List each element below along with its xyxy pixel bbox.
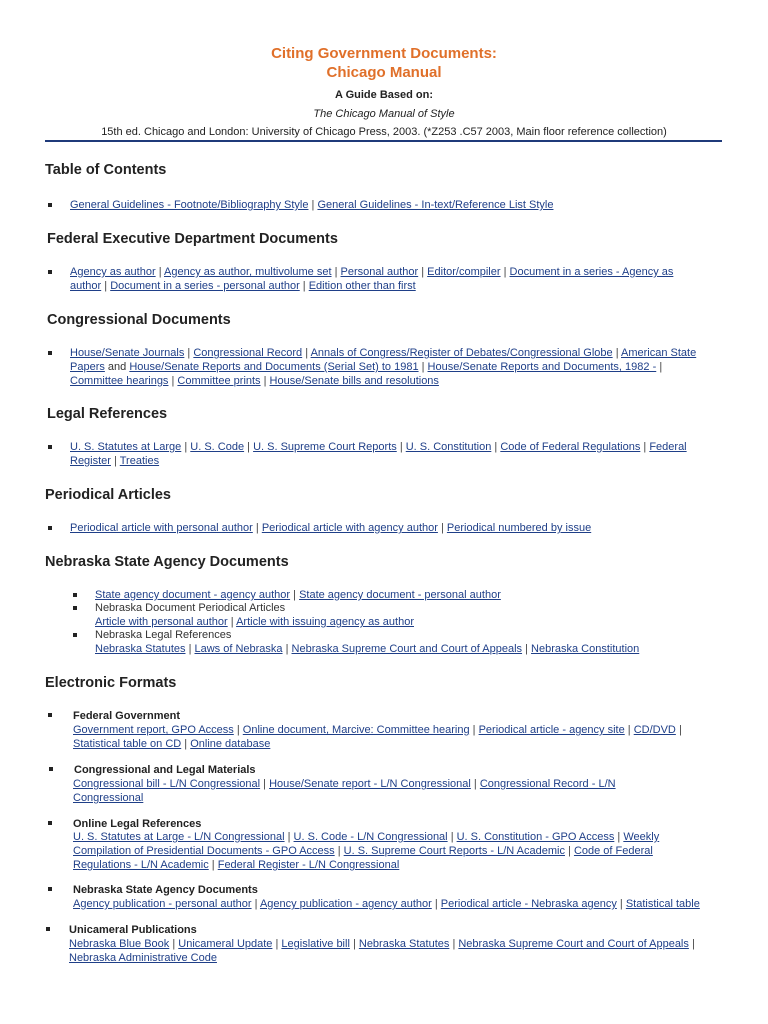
link-house-senate-journals[interactable]: House/Senate Journals (70, 347, 185, 359)
link-document-series-personal[interactable]: Document in a series - personal author (110, 280, 300, 292)
bullet (73, 593, 77, 597)
congressional-links-line1 (70, 347, 696, 361)
link-us-constitution-gpo[interactable]: U. S. Constitution - GPO Access (456, 831, 615, 843)
electronic-nebraska-line1 (73, 898, 700, 912)
congressional-links-line2 (70, 361, 662, 375)
link-government-report-gpo[interactable]: Government report, GPO Access (73, 724, 234, 736)
link-nebraska-constitution[interactable]: Nebraska Constitution (531, 643, 640, 655)
separator: | (627, 724, 631, 736)
electronic-online-legal-line1 (73, 831, 659, 845)
bullet (73, 633, 77, 637)
separator: | (184, 738, 188, 750)
legal-links-line1 (70, 441, 687, 455)
separator: | (617, 831, 621, 843)
congressional-links-line3 (70, 375, 439, 389)
nebraska-legal-heading: Nebraska Legal References (95, 629, 232, 641)
federal-links-line2 (70, 280, 416, 294)
link-weekly-compilation[interactable]: Weekly (623, 831, 660, 843)
link-cfr-ln-cont[interactable]: Regulations - L/N Academic (73, 859, 209, 871)
link-online-database[interactable]: Online database (190, 738, 271, 750)
header-divider (45, 140, 722, 142)
separator: | (211, 859, 215, 871)
link-state-agency-agency-author[interactable]: State agency document - agency author (95, 589, 291, 601)
legal-links-line2 (70, 455, 159, 469)
separator: | (311, 199, 315, 211)
link-unicameral-update[interactable]: Unicameral Update (178, 938, 273, 950)
link-in-text-reference[interactable]: General Guidelines - In-text/Reference List Style (317, 199, 554, 211)
federal-government-heading: Federal Government (73, 710, 180, 722)
link-federal-register[interactable]: Federal (649, 441, 687, 453)
bullet (73, 606, 77, 610)
electronic-congressional-line1 (73, 778, 616, 792)
link-document-series-agency[interactable]: Document in a series - Agency as (509, 266, 674, 278)
bullet (48, 526, 52, 530)
separator: | (450, 831, 454, 843)
separator: | (236, 724, 240, 736)
separator: | (172, 938, 176, 950)
bullet (48, 270, 52, 274)
separator: | (421, 361, 425, 373)
link-reports-documents-1982[interactable]: House/Senate Reports and Documents, 1982 - (427, 361, 657, 373)
separator: | (337, 845, 341, 857)
nebraska-links-line1 (95, 589, 501, 603)
heading-congressional: Congressional Documents (47, 312, 231, 328)
link-us-supreme-court-reports[interactable]: U. S. Supreme Court Reports (253, 441, 397, 453)
separator: | (184, 441, 188, 453)
toc-links (70, 199, 553, 213)
nebraska-links-line2 (95, 616, 414, 630)
link-committee-prints[interactable]: Committee prints (177, 375, 261, 387)
electronic-unicameral-line1 (69, 938, 695, 952)
periodical-links (70, 522, 591, 536)
separator: | (525, 643, 528, 655)
title-line-2: Chicago Manual (326, 64, 442, 81)
link-house-senate-report-ln[interactable]: House/Senate report - L/N Congressional (269, 778, 471, 790)
link-annals-of-congress[interactable]: Annals of Congress/Register of Debates/Congressional Globe (310, 347, 613, 359)
link-american-state-papers-cont[interactable]: Papers (70, 361, 105, 373)
separator: | (352, 938, 356, 950)
separator: | (287, 831, 291, 843)
bullet (48, 351, 52, 355)
bullet (48, 713, 52, 717)
link-personal-author[interactable]: Personal author (340, 266, 419, 278)
link-us-statutes-ln[interactable]: U. S. Statutes at Large - L/N Congressional (73, 831, 285, 843)
separator: | (230, 616, 234, 628)
separator: | (187, 347, 191, 359)
separator: | (440, 522, 444, 534)
link-nebraska-statutes[interactable]: Nebraska Statutes (95, 643, 186, 655)
link-agency-as-author[interactable]: Agency as author (70, 266, 156, 278)
separator: | (472, 724, 476, 736)
link-cd-dvd[interactable]: CD/DVD (633, 724, 676, 736)
link-article-personal-author[interactable]: Article with personal author (95, 616, 228, 628)
book-title: The Chicago Manual of Style (313, 108, 455, 120)
separator: | (293, 589, 296, 601)
link-document-series-agency-cont[interactable]: author (70, 280, 102, 292)
link-us-code-ln[interactable]: U. S. Code - L/N Congressional (293, 831, 448, 843)
separator: | (494, 441, 498, 453)
heading-legal-references: Legal References (47, 406, 168, 422)
separator: | (263, 375, 267, 387)
heading-nebraska-state-agency: Nebraska State Agency Documents (45, 554, 289, 570)
separator: | (659, 361, 663, 373)
link-american-state-papers[interactable]: American State (621, 347, 697, 359)
link-nebraska-statutes-uni[interactable]: Nebraska Statutes (358, 938, 450, 950)
link-edition-other-than-first[interactable]: Edition other than first (308, 280, 416, 292)
bullet (48, 887, 52, 891)
link-periodical-nebraska-agency[interactable]: Periodical article - Nebraska agency (440, 898, 617, 910)
link-agency-multivolume[interactable]: Agency as author, multivolume set (164, 266, 332, 278)
link-editor-compiler[interactable]: Editor/compiler (427, 266, 501, 278)
electronic-unicameral-line2 (69, 952, 217, 966)
separator: | (399, 441, 403, 453)
link-us-statutes-at-large[interactable]: U. S. Statutes at Large (70, 441, 182, 453)
separator: | (434, 898, 438, 910)
separator: | (568, 845, 571, 857)
heading-electronic-formats: Electronic Formats (45, 675, 177, 691)
bullet (46, 927, 50, 931)
link-congressional-record-ln[interactable]: Congressional Record - L/N (479, 778, 616, 790)
link-laws-of-nebraska[interactable]: Laws of Nebraska (194, 643, 283, 655)
electronic-congressional-line2 (73, 792, 143, 806)
link-periodical-agency-author[interactable]: Periodical article with agency author (261, 522, 438, 534)
separator: | (691, 938, 695, 950)
separator: | (452, 938, 456, 950)
separator: | (255, 522, 259, 534)
link-article-issuing-agency[interactable]: Article with issuing agency as author (236, 616, 414, 628)
online-legal-heading: Online Legal References (73, 818, 202, 830)
link-federal-register-ln[interactable]: Federal Register - L/N Congressional (217, 859, 400, 871)
link-bills-resolutions[interactable]: House/Senate bills and resolutions (269, 375, 439, 387)
link-congressional-record[interactable]: Congressional Record (193, 347, 303, 359)
separator: | (421, 266, 425, 278)
electronic-online-legal-line3 (73, 859, 399, 873)
heading-periodical-articles: Periodical Articles (45, 487, 171, 503)
link-statistical-table-cd[interactable]: Statistical table on CD (73, 738, 182, 750)
link-committee-hearings[interactable]: Committee hearings (70, 375, 169, 387)
link-nebraska-blue-book[interactable]: Nebraska Blue Book (69, 938, 170, 950)
separator: | (615, 347, 619, 359)
separator: | (678, 724, 682, 736)
link-online-document-marcive[interactable]: Online document, Marcive: Committee hearing (242, 724, 470, 736)
unicameral-heading: Unicameral Publications (69, 924, 197, 936)
document-header (0, 44, 768, 140)
link-cfr-ln[interactable]: Code of Federal (573, 845, 653, 857)
link-periodical-agency-site[interactable]: Periodical article - agency site (478, 724, 625, 736)
link-congressional-record-ln-cont[interactable]: Congressional (73, 792, 144, 804)
separator: | (503, 266, 507, 278)
electronic-online-legal-line2 (73, 845, 653, 859)
nebraska-links-line3 (95, 643, 639, 657)
separator: | (643, 441, 647, 453)
link-congressional-bill-ln[interactable]: Congressional bill - L/N Congressional (73, 778, 261, 790)
and-text: and (107, 361, 127, 373)
link-nebraska-supreme-court-uni[interactable]: Nebraska Supreme Court and Court of Appeals (458, 938, 689, 950)
federal-links-line1 (70, 266, 673, 280)
separator: | (305, 347, 309, 359)
separator: | (275, 938, 279, 950)
link-agency-publication-agency[interactable]: Agency publication - agency author (259, 898, 432, 910)
link-us-code[interactable]: U. S. Code (190, 441, 245, 453)
publication-info: 15th ed. Chicago and London: University of Chicago Press, 2003. (*Z253 .C57 2003, Main floor reference collection) (101, 126, 667, 138)
guide-label: A Guide Based on: (335, 89, 433, 101)
congressional-legal-heading: Congressional and Legal Materials (74, 764, 256, 776)
bullet (48, 821, 52, 825)
separator: | (619, 898, 623, 910)
link-agency-publication-personal[interactable]: Agency publication - personal author (73, 898, 252, 910)
separator: | (188, 643, 192, 655)
bullet (48, 445, 52, 449)
electronic-federal-line1 (73, 724, 682, 738)
separator: | (254, 898, 258, 910)
link-statistical-table[interactable]: Statistical table (625, 898, 700, 910)
link-periodical-numbered-by-issue[interactable]: Periodical numbered by issue (446, 522, 592, 534)
link-periodical-personal-author[interactable]: Periodical article with personal author (70, 522, 253, 534)
link-state-agency-personal-author[interactable]: State agency document - personal author (299, 589, 501, 601)
electronic-federal-line2 (73, 738, 270, 752)
separator: | (114, 455, 117, 467)
nebraska-agency-heading: Nebraska State Agency Documents (73, 884, 258, 896)
link-weekly-compilation-cont[interactable]: Compilation of Presidential Documents - GPO Access (73, 845, 335, 857)
separator: | (473, 778, 477, 790)
separator: | (104, 280, 108, 292)
separator: | (247, 441, 251, 453)
bullet (49, 767, 53, 771)
separator: | (158, 266, 162, 278)
heading-table-of-contents: Table of Contents (45, 162, 167, 178)
separator: | (171, 375, 175, 387)
separator: | (263, 778, 267, 790)
heading-federal-executive: Federal Executive Department Documents (47, 231, 338, 247)
link-code-federal-regulations[interactable]: Code of Federal Regulations (500, 441, 641, 453)
link-treaties[interactable]: Treaties (119, 455, 160, 467)
separator: | (302, 280, 306, 292)
nebraska-periodical-heading: Nebraska Document Periodical Articles (95, 602, 286, 614)
link-nebraska-supreme-court[interactable]: Nebraska Supreme Court and Court of Appeals (291, 643, 523, 655)
link-us-supreme-court-ln[interactable]: U. S. Supreme Court Reports - L/N Academic (343, 845, 565, 857)
link-footnote-bibliography[interactable]: General Guidelines - Footnote/Bibliography Style (70, 199, 309, 211)
link-legislative-bill[interactable]: Legislative bill (281, 938, 350, 950)
link-us-constitution[interactable]: U. S. Constitution (405, 441, 492, 453)
link-nebraska-administrative-code[interactable]: Nebraska Administrative Code (69, 952, 217, 964)
separator: | (285, 643, 289, 655)
link-serial-set-to-1981[interactable]: House/Senate Reports and Documents (Serial Set) to 1981 (129, 361, 419, 373)
separator: | (334, 266, 338, 278)
bullet (48, 203, 52, 207)
link-federal-register-cont[interactable]: Register (70, 455, 111, 467)
title-line-1: Citing Government Documents: (271, 45, 497, 62)
